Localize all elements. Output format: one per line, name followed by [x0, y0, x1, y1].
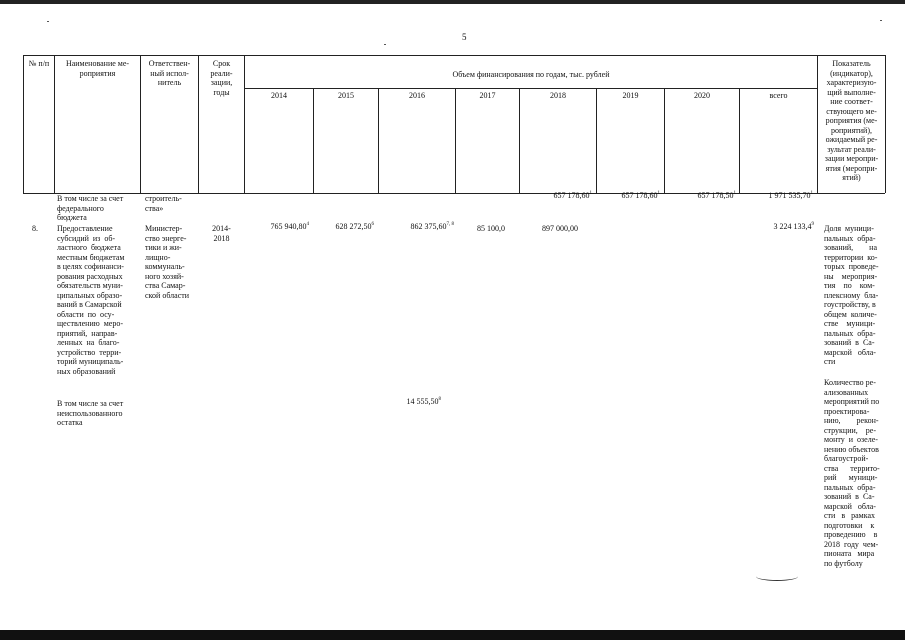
table-top-border	[23, 55, 885, 56]
bottom-scan-border	[0, 630, 905, 640]
row-prev-2018: 657 178,60$^1$	[553, 191, 592, 200]
col-border	[664, 88, 665, 193]
row-8-indicator-count: Количество ре- ализованных мероприятий по проектирова- нию, рекон- струкции, ре- монту и озеле- нению объектов благоустрой- ства террито- рий муници- пальных обра- зований в Са- марской обла- сти в рамках подготовки к проведению в 2018 году чем- пионата мира по футболу	[824, 378, 880, 568]
row-prev-responsible: строитель- ства»	[145, 194, 182, 213]
row-8-name: Предоставление субсидий из об- ластного бюджета местным бюджетам в целях софинанси- рования расходных обязательств муни- ципальных образо- ваний в Самарской области по осу- ществлению меро- приятий, направ- ленных на благо- устройство терри- торий муниципаль- ных образований	[57, 224, 125, 376]
header-col-name: Наименование ме- роприятия	[65, 59, 130, 78]
page-number: 5	[462, 32, 467, 42]
col-border	[596, 88, 597, 193]
header-col-responsible: Ответствен- ный испол- нитель	[148, 59, 191, 87]
col-border	[378, 88, 379, 193]
row-8-term: 2014- 2018	[212, 224, 231, 243]
row-8-total: 3 224 133,4$^9$	[773, 222, 814, 231]
row-unused-2016: 14 555,50$^8$	[406, 397, 441, 406]
row-8-responsible: Министер- ство энерге- тики и жи- лищно- коммуналь- ного хозяй- ства Самар- ской области	[145, 224, 190, 300]
header-year-2019: 2019	[622, 91, 639, 100]
col-border	[313, 88, 314, 193]
row-8-2017: 85 100,0	[477, 224, 505, 233]
col-border	[885, 55, 886, 193]
row-8-2016: 862 375,60$^{7, 8}$	[410, 222, 454, 231]
header-total: всего	[769, 91, 788, 100]
row-8-2014: 765 940,80$^4$	[270, 222, 309, 231]
header-col-indicator: Показатель (индикатор), характеризую- щий выполне- ние соответ- ствующего ме- роприятия (ме- роприятий), ожидаемый ре- зультат реали- зации меропри- ятия (меропри- ятий)	[824, 59, 879, 182]
row-8-2018: 897 000,00	[542, 224, 578, 233]
header-year-2020: 2020	[694, 91, 710, 100]
header-col-term: Срок реали- зации, годы	[210, 59, 233, 97]
row-prev-2019: 657 178,60$^1$	[621, 191, 660, 200]
years-header-line	[244, 88, 817, 89]
col-border	[519, 88, 520, 193]
header-year-2017: 2017	[479, 91, 496, 100]
pen-mark	[756, 572, 798, 581]
header-year-2014: 2014	[271, 91, 287, 100]
header-col-financing: Объем финансирования по годам, тыс. рублей	[452, 70, 610, 79]
row-prev-total: 1 971 535,70$^1$	[768, 191, 813, 200]
row-8-2015: 628 272,50$^6$	[335, 222, 374, 231]
scan-speck	[384, 44, 386, 45]
col-border	[739, 88, 740, 193]
col-border	[23, 55, 24, 193]
scan-speck	[47, 21, 49, 22]
header-year-2018: 2018	[550, 91, 566, 100]
row-8-number: 8.	[32, 224, 38, 233]
top-scan-border	[0, 0, 905, 4]
header-col-number: № п/п	[28, 59, 50, 68]
row-prev-2020: 657 178,50$^1$	[697, 191, 736, 200]
header-year-2015: 2015	[338, 91, 354, 100]
col-border	[455, 88, 456, 193]
row-8-indicator-share: Доля муници- пальных обра- зований, на территории ко- торых проведе- ны мероприя- тия по ком- плексному бла- гоустройству, в общем количе- стве муници- пальных обра- зований в Са- марской обла- сти	[824, 224, 879, 366]
row-unused-name: В том числе за счет неиспользованного остатка	[57, 399, 124, 427]
row-prev-name: В том числе за счет федерального бюджета	[57, 194, 124, 222]
header-year-2016: 2016	[409, 91, 425, 100]
scan-speck	[880, 20, 882, 21]
